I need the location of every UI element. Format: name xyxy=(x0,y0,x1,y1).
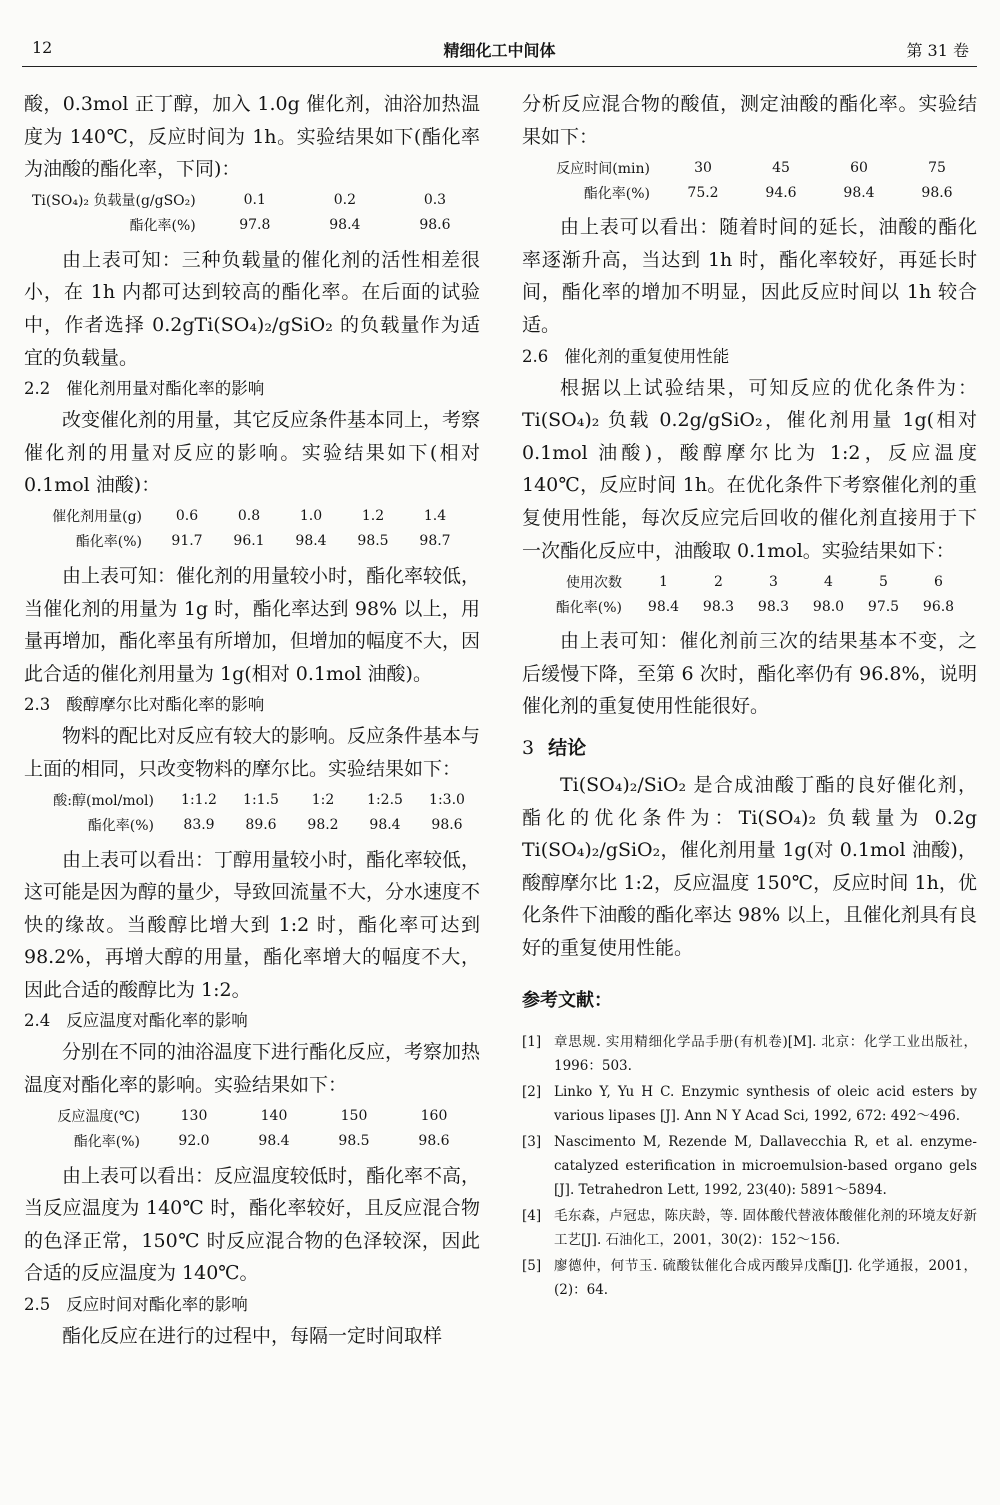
table-cell: 98.4 xyxy=(329,217,361,234)
table-row xyxy=(522,594,966,619)
table-cell: 75 xyxy=(928,159,946,176)
table-cell: 98.6 xyxy=(921,184,953,201)
table-cell: 5 xyxy=(879,573,888,590)
paragraph: 改变催化剂的用量，其它反应条件基本同上，考察催化剂的用量对反应的影响。实验结果如下(相对 0.1mol 油酸)： xyxy=(24,409,481,497)
journal-title: 精细化工中间体 xyxy=(443,41,556,60)
table-cell: 98.6 xyxy=(431,817,463,833)
table-cell: 6 xyxy=(934,573,943,590)
table-cell: 92.0 xyxy=(178,1133,210,1150)
reference-item: [1] 章思规. 实用精细化学品手册(有机卷)[M]. 北京：化学工业出版社，1996：503. xyxy=(522,1034,977,1075)
reference-item: [2] Linko Y, Yu H C. Enzymic synthesis of oleic acid esters by various lipases [J]. Ann N Y Acad Sci, 1992, 672: 492～496. xyxy=(522,1084,977,1125)
table-loading xyxy=(24,188,480,238)
table-row xyxy=(24,529,466,554)
row-label: 酸:醇(mol/mol) xyxy=(53,793,154,809)
table-cell: 94.6 xyxy=(765,184,797,201)
row-label: 反应时间(min) xyxy=(556,160,650,177)
table-cell: 1:2.5 xyxy=(367,792,403,808)
references-title: 参考文献： xyxy=(522,990,612,1012)
paragraph: 由上表可以看出：随着时间的延长，油酸的酯化率逐渐升高，当达到 1h 时，酯化率较好，再延长时间，酯化率的增加不明显，因此反应时间以 1h 较合适。 xyxy=(522,216,977,336)
table-cell: 96.1 xyxy=(233,533,265,550)
table-cell: 98.3 xyxy=(702,598,735,615)
table-row xyxy=(24,1104,474,1129)
paragraph: 分析反应混合物的酸值，测定油酸的酯化率。实验结果如下： xyxy=(522,93,977,148)
conclusion-paragraph: Ti(SO₄)₂/SiO₂ 是合成油酸丁酯的良好催化剂，酯化的优化条件为：Ti(SO₄)₂ 负载量为 0.2g Ti(SO₄)₂/gSiO₂，催化剂用量 1g(对 0.1mol 油酸)，酸醇摩尔比 1:2，反应温度 150℃，反应时间 1h，优化条件下油酸的酯化率达 98% 以上，且催化剂具有良好的重复使用性能。 xyxy=(522,773,977,959)
page-number: 12 xyxy=(32,38,53,57)
section-heading: 2.2 催化剂用量对酯化率的影响 xyxy=(24,379,265,399)
table-cell: 97.8 xyxy=(239,217,271,234)
paragraph: 物料的配比对反应有较大的影响。反应条件基本与上面的相同，只改变物料的摩尔比。实验结果如下： xyxy=(24,725,481,780)
row-label: Ti(SO₄)₂ 负载量(g/gSO₂) xyxy=(32,193,196,210)
table-cell: 96.8 xyxy=(922,598,955,615)
table-cell: 0.3 xyxy=(423,192,447,209)
reference-item: [4] 毛东森，卢冠忠，陈庆龄，等. 固体酸代替液体酸催化剂的环境友好新工艺[J]. 石油化工，2001，30(2)：152～156. xyxy=(522,1208,977,1249)
table-temperature xyxy=(24,1104,474,1154)
section-heading: 2.6 催化剂的重复使用性能 xyxy=(522,346,730,366)
paragraph: 酯化反应在进行的过程中，每隔一定时间取样 xyxy=(62,1325,443,1348)
table-row xyxy=(24,504,466,529)
table-row xyxy=(522,155,976,180)
table-cell: 2 xyxy=(714,573,723,590)
table-cell: 98.7 xyxy=(419,533,451,550)
section-heading: 2.4 反应温度对酯化率的影响 xyxy=(24,1011,248,1031)
table-row xyxy=(24,213,480,238)
table-cell: 0.8 xyxy=(237,508,261,525)
paragraph: 由上表可以看出：反应温度较低时，酯化率不高，当反应温度为 140℃ 时，酯化率较好，且反应混合物的色泽正常，150℃ 时反应混合物的色泽较深，因此合适的反应温度为 140℃。 xyxy=(24,1164,481,1285)
table-cell: 98.5 xyxy=(338,1133,370,1150)
table-cell: 0.6 xyxy=(175,508,199,525)
reference-item: [3] Nascimento M, Rezende M, Dallavecchia R, et al. enzyme-catalyzed esterification in microemulsion-based organo gels [J]. Tetrahedron Lett, 1992, 23(40): 5891～5894. xyxy=(522,1134,977,1199)
table-reaction-time xyxy=(522,155,976,205)
volume-number: 第 31 卷 xyxy=(906,41,969,60)
table-cell: 160 xyxy=(420,1108,448,1125)
table-row xyxy=(24,1129,474,1154)
table-cell: 98.6 xyxy=(418,1133,450,1150)
table-cell: 98.4 xyxy=(369,817,401,833)
paragraph: 由上表可知：催化剂的用量较小时，酯化率较低，当催化剂的用量为 1g 时，酯化率达到 98% 以上，用量再增加，酯化率虽有所增加，但增加的幅度不大，因此合适的催化剂用量为 1g(相对 0.1mol 油酸)。 xyxy=(24,564,481,685)
paragraph: 由上表可知：三种负载量的催化剂的活性相差很小，在 1h 内都可达到较高的酯化率。在后面的试验中，作者选择 0.2gTi(SO₄)₂/gSiO₂ 的负载量作为适宜的负载量。 xyxy=(24,248,480,369)
table-cell: 45 xyxy=(772,159,790,176)
table-molar-ratio xyxy=(24,788,478,838)
table-cell: 60 xyxy=(850,159,868,176)
table-row xyxy=(522,569,966,594)
row-label: 酯化率(%) xyxy=(555,599,622,616)
row-label: 催化剂用量(g) xyxy=(52,509,142,526)
table-cell: 1.0 xyxy=(299,508,323,525)
table-cell: 75.2 xyxy=(687,184,719,201)
table-cell: 30 xyxy=(694,159,712,176)
paragraph: 由上表可知：催化剂前三次的结果基本不变，之后缓慢下降，至第 6 次时，酯化率仍有 96.8%，说明催化剂的重复使用性能很好。 xyxy=(522,630,977,718)
table-cell: 98.4 xyxy=(295,533,327,550)
table-cell: 0.2 xyxy=(333,192,356,209)
table-cell: 98.4 xyxy=(258,1133,290,1150)
table-row xyxy=(522,180,976,205)
table-cell: 89.6 xyxy=(245,817,277,833)
table-cell: 4 xyxy=(824,573,833,590)
table-cell: 1:2 xyxy=(311,792,335,808)
table-cell: 150 xyxy=(340,1108,368,1125)
table-cell: 1:3.0 xyxy=(429,792,465,808)
table-cell: 1 xyxy=(659,573,668,590)
table-cell: 1.2 xyxy=(361,508,385,525)
left-column xyxy=(24,88,480,1353)
table-cell: 91.7 xyxy=(171,533,203,550)
paragraph: 分别在不同的油浴温度下进行酯化反应，考察加热温度对酯化率的影响。实验结果如下： xyxy=(24,1041,481,1097)
table-cell: 140 xyxy=(260,1108,288,1125)
running-header xyxy=(22,38,977,64)
header-rule xyxy=(22,66,977,67)
table-cell: 1:1.2 xyxy=(181,792,217,808)
table-cell: 98.5 xyxy=(357,533,389,550)
reference-item: [5] 廖德仲，何节玉. 硫酸钛催化合成丙酸异戊酯[J]. 化学通报，2001，(2)：64. xyxy=(522,1258,977,1299)
table-catalyst-amount xyxy=(24,504,466,554)
table-cell: 98.3 xyxy=(757,598,790,615)
table-cell: 98.4 xyxy=(647,598,680,615)
table-cell: 1.4 xyxy=(423,508,447,525)
row-label: 酯化率(%) xyxy=(87,818,154,834)
paragraph: 根据以上试验结果，可知反应的优化条件为：Ti(SO₄)₂ 负载 0.2g/gSiO₂，催化剂用量 1g(相对 0.1mol 油酸)，酸醇摩尔比为 1:2，反应温度 140℃，反应时间 1h。在优化条件下考察催化剂的重复使用性能，每次反应完后回收的催化剂直接用于下一次酯化反应中，油酸取 0.1mol。实验结果如下： xyxy=(522,376,977,562)
section-heading: 2.3 酸醇摩尔比对酯化率的影响 xyxy=(24,695,265,715)
table-cell: 1:1.5 xyxy=(243,792,279,808)
row-label: 酯化率(%) xyxy=(73,1134,140,1151)
row-label: 酯化率(%) xyxy=(75,534,142,551)
table-reuse xyxy=(522,569,966,619)
row-label: 酯化率(%) xyxy=(129,218,196,235)
table-cell: 98.2 xyxy=(307,817,339,833)
references-list xyxy=(522,1030,977,1302)
row-label: 酯化率(%) xyxy=(583,185,650,202)
paragraph: 酸，0.3mol 正丁醇，加入 1.0g 催化剂，油浴加热温度为 140℃，反应时间为 1h。实验结果如下(酯化率为油酸的酯化率，下同)： xyxy=(24,93,480,181)
row-label: 使用次数 xyxy=(566,574,622,591)
table-row xyxy=(24,788,478,813)
right-column xyxy=(522,88,977,1304)
table-cell: 98.6 xyxy=(419,217,451,234)
table-cell: 3 xyxy=(769,573,778,590)
table-cell: 98.0 xyxy=(812,598,845,615)
section-heading: 3 结论 xyxy=(522,736,587,759)
table-cell: 97.5 xyxy=(867,598,900,615)
section-heading: 2.5 反应时间对酯化率的影响 xyxy=(24,1295,248,1315)
table-row xyxy=(24,813,478,838)
row-label: 反应温度(℃) xyxy=(57,1109,140,1126)
table-cell: 98.4 xyxy=(843,184,875,201)
table-cell: 83.9 xyxy=(183,817,215,833)
table-cell: 0.1 xyxy=(243,192,266,209)
table-row xyxy=(24,188,480,213)
table-cell: 130 xyxy=(180,1108,208,1125)
paragraph: 由上表可以看出：丁醇用量较小时，酯化率较低，这可能是因为醇的量少，导致回流量不大，分水速度不快的缘故。当酸醇比增大到 1:2 时，酯化率可达到 98.2%，再增大醇的用量，酯化率增大的幅度不大，因此合适的酸醇比为 1:2。 xyxy=(24,848,481,1001)
